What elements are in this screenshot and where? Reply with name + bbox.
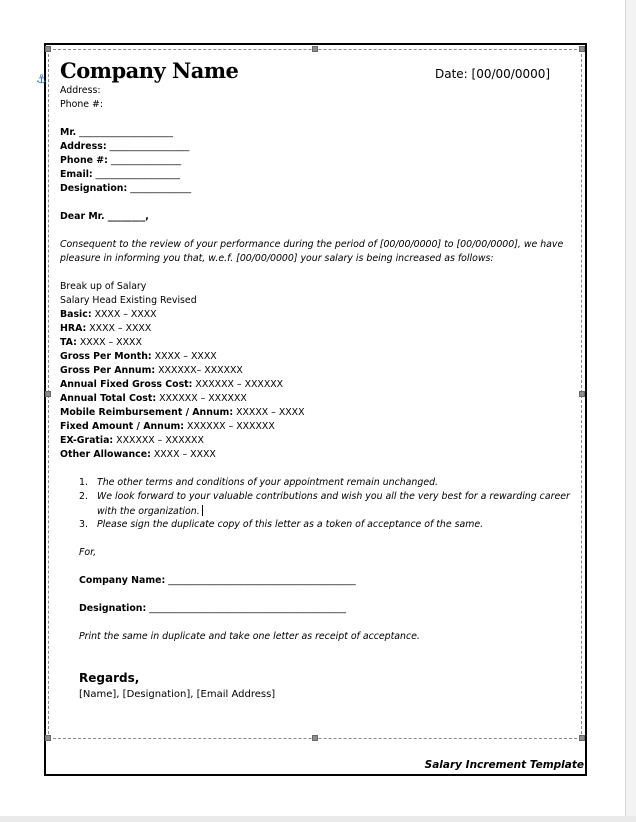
recipient-email-line: Email: __________________ xyxy=(60,169,181,180)
print-note: Print the same in duplicate and take one letter as receipt of acceptance. xyxy=(79,631,420,642)
company-name: Company Name xyxy=(60,58,239,83)
recipient-name-line: Mr. ____________________ xyxy=(60,127,173,138)
recipient-designation-line: Designation: _____________ xyxy=(60,183,192,194)
resize-handle-top-left[interactable] xyxy=(45,46,51,52)
salary-row: Gross Per Annum: XXXXXX– XXXXXX xyxy=(60,365,243,376)
salary-row: EX-Gratia: XXXXXX – XXXXXX xyxy=(60,435,204,446)
company-name-line: Company Name: ________________________________________ xyxy=(79,575,356,586)
resize-handle-middle-right[interactable] xyxy=(579,391,585,397)
salary-row: Annual Total Cost: XXXXXX – XXXXXX xyxy=(60,393,247,404)
resize-handle-bottom-left[interactable] xyxy=(45,735,51,741)
resize-handle-bottom-center[interactable] xyxy=(312,735,318,741)
designation-line: Designation: __________________________________________ xyxy=(79,603,347,614)
regards: Regards, xyxy=(79,671,140,685)
term-item: 2. We look forward to your valuable contributions and wish you all the very best for a rewarding career xyxy=(79,491,570,502)
intro-line-1: Consequent to the review of your performance during the period of [00/00/0000] to [00/00/0000], we have xyxy=(60,239,564,250)
salary-row: Fixed Amount / Annum: XXXXXX – XXXXXX xyxy=(60,421,275,432)
salary-row: TA: XXXX – XXXX xyxy=(60,337,142,348)
vertical-scrollbar[interactable] xyxy=(625,0,636,822)
term-item: 3. Please sign the duplicate copy of this letter as a token of acceptance of the same. xyxy=(79,519,484,530)
salary-row: Annual Fixed Gross Cost: XXXXXX – XXXXXX xyxy=(60,379,284,390)
resize-handle-top-right[interactable] xyxy=(579,46,585,52)
company-address: Address: xyxy=(60,85,101,96)
recipient-address-line: Address: _________________ xyxy=(60,141,190,152)
signature-line: [Name], [Designation], [Email Address] xyxy=(79,689,276,700)
text-cursor xyxy=(202,505,203,516)
resize-handle-top-center[interactable] xyxy=(312,46,318,52)
salary-row: Other Allowance: XXXX – XXXX xyxy=(60,449,216,460)
salary-row: Gross Per Month: XXXX – XXXX xyxy=(60,351,217,362)
page-gap xyxy=(0,816,636,822)
resize-handle-middle-left[interactable] xyxy=(45,391,51,397)
resize-handle-bottom-right[interactable] xyxy=(579,735,585,741)
salary-row: Basic: XXXX – XXXX xyxy=(60,309,157,320)
term-item-continuation: with the organization. xyxy=(97,505,203,517)
anchor-icon[interactable]: ⚓ xyxy=(36,72,47,86)
salary-row: Mobile Reimbursement / Annum: XXXXX – XXXX xyxy=(60,407,305,418)
term-item: 1. The other terms and conditions of your appointment remain unchanged. xyxy=(79,477,439,488)
salary-row: HRA: XXXX – XXXX xyxy=(60,323,152,334)
recipient-phone-line: Phone #: _______________ xyxy=(60,155,182,166)
closing-for: For, xyxy=(79,547,97,558)
letter-date: Date: [00/00/0000] xyxy=(435,67,551,81)
salutation: Dear Mr. ________, xyxy=(60,211,149,222)
intro-line-2: pleasure in informing you that, w.e.f. [00/00/0000] your salary is being increased as follows: xyxy=(60,253,494,264)
footer-template-label: Salary Increment Template xyxy=(424,759,584,771)
salary-subheading: Salary Head Existing Revised xyxy=(60,295,197,306)
salary-heading: Break up of Salary xyxy=(60,281,147,292)
company-phone: Phone #: xyxy=(60,99,104,110)
